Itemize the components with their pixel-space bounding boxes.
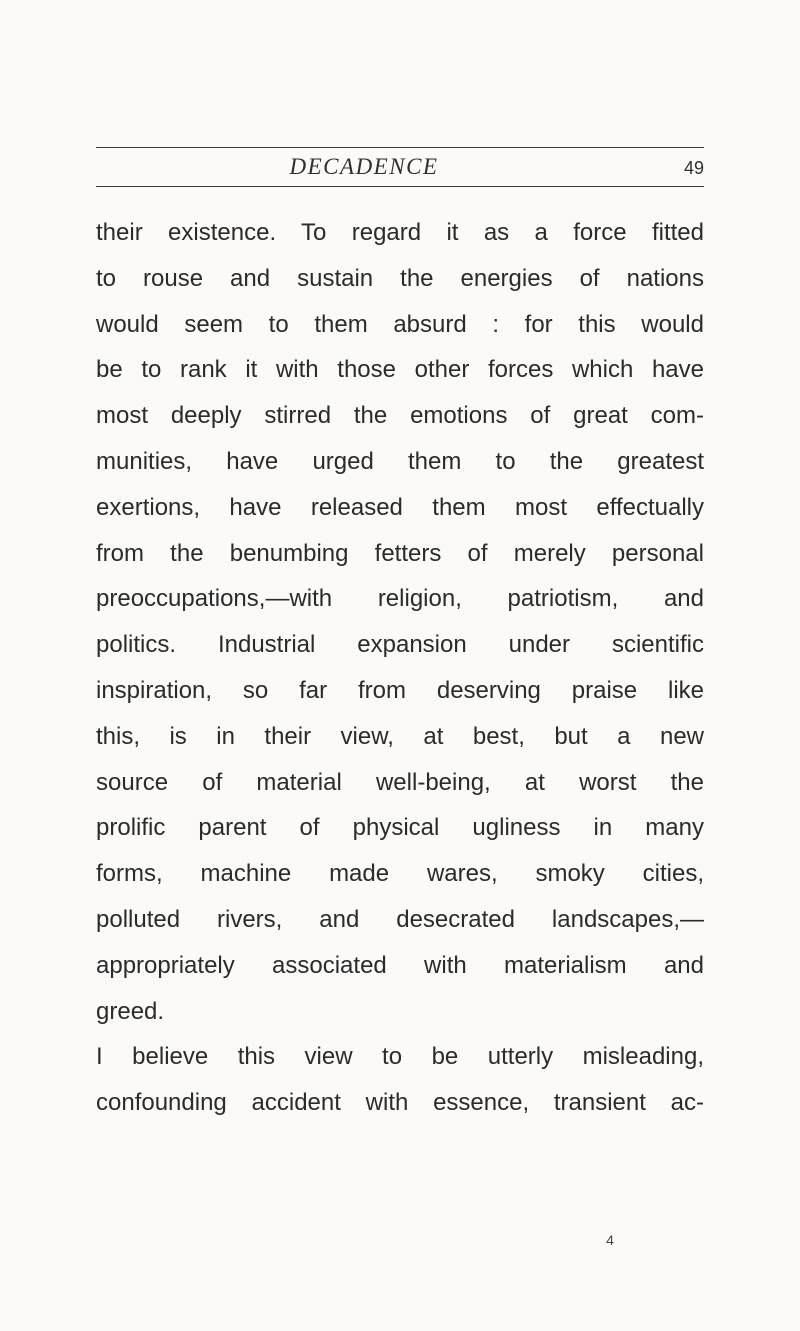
running-title: DECADENCE [289, 154, 439, 179]
page-number: 49 [683, 158, 704, 178]
header-rule-top [96, 147, 704, 148]
text-line: forms, machine made wares, smoky cities, [96, 860, 704, 888]
signature-mark: 4 [606, 1232, 614, 1248]
text-line: munities, have urged them to the greatest [96, 447, 704, 475]
text-line: their existence. To regard it as a force fitted [96, 219, 704, 246]
text-line: polluted rivers, and desecrated landscapes,— [96, 905, 704, 933]
text-line: prolific parent of physical ugliness in many [96, 814, 704, 842]
text-line: be to rank it with those other forces which have [96, 356, 704, 384]
text-line: politics. Industrial expansion under scientific [96, 631, 704, 659]
text-line: this, is in their view, at best, but a new [96, 722, 704, 750]
text-line: from the benumbing fetters of merely personal [96, 539, 704, 567]
text-line: source of material well-being, at worst the [96, 768, 704, 796]
text-line: preoccupations,—with religion, patriotism, and [96, 585, 704, 613]
text-line: inspiration, so far from deserving praise like [96, 676, 704, 704]
text-line: to rouse and sustain the energies of nations [96, 264, 704, 292]
header-rule-bottom [96, 186, 704, 187]
text-line: exertions, have released them most effectually [96, 493, 704, 521]
text-line: appropriately associated with materialism and [96, 951, 704, 979]
text-line: I believe this view to be utterly misleading, [96, 1043, 704, 1071]
text-line: most deeply stirred the emotions of great com- [96, 402, 704, 430]
text-line: confounding accident with essence, transient ac- [96, 1089, 704, 1117]
text-line: greed. [96, 997, 165, 1025]
text-line: would seem to them absurd : for this would [96, 310, 704, 338]
body-text [96, 210, 704, 1126]
